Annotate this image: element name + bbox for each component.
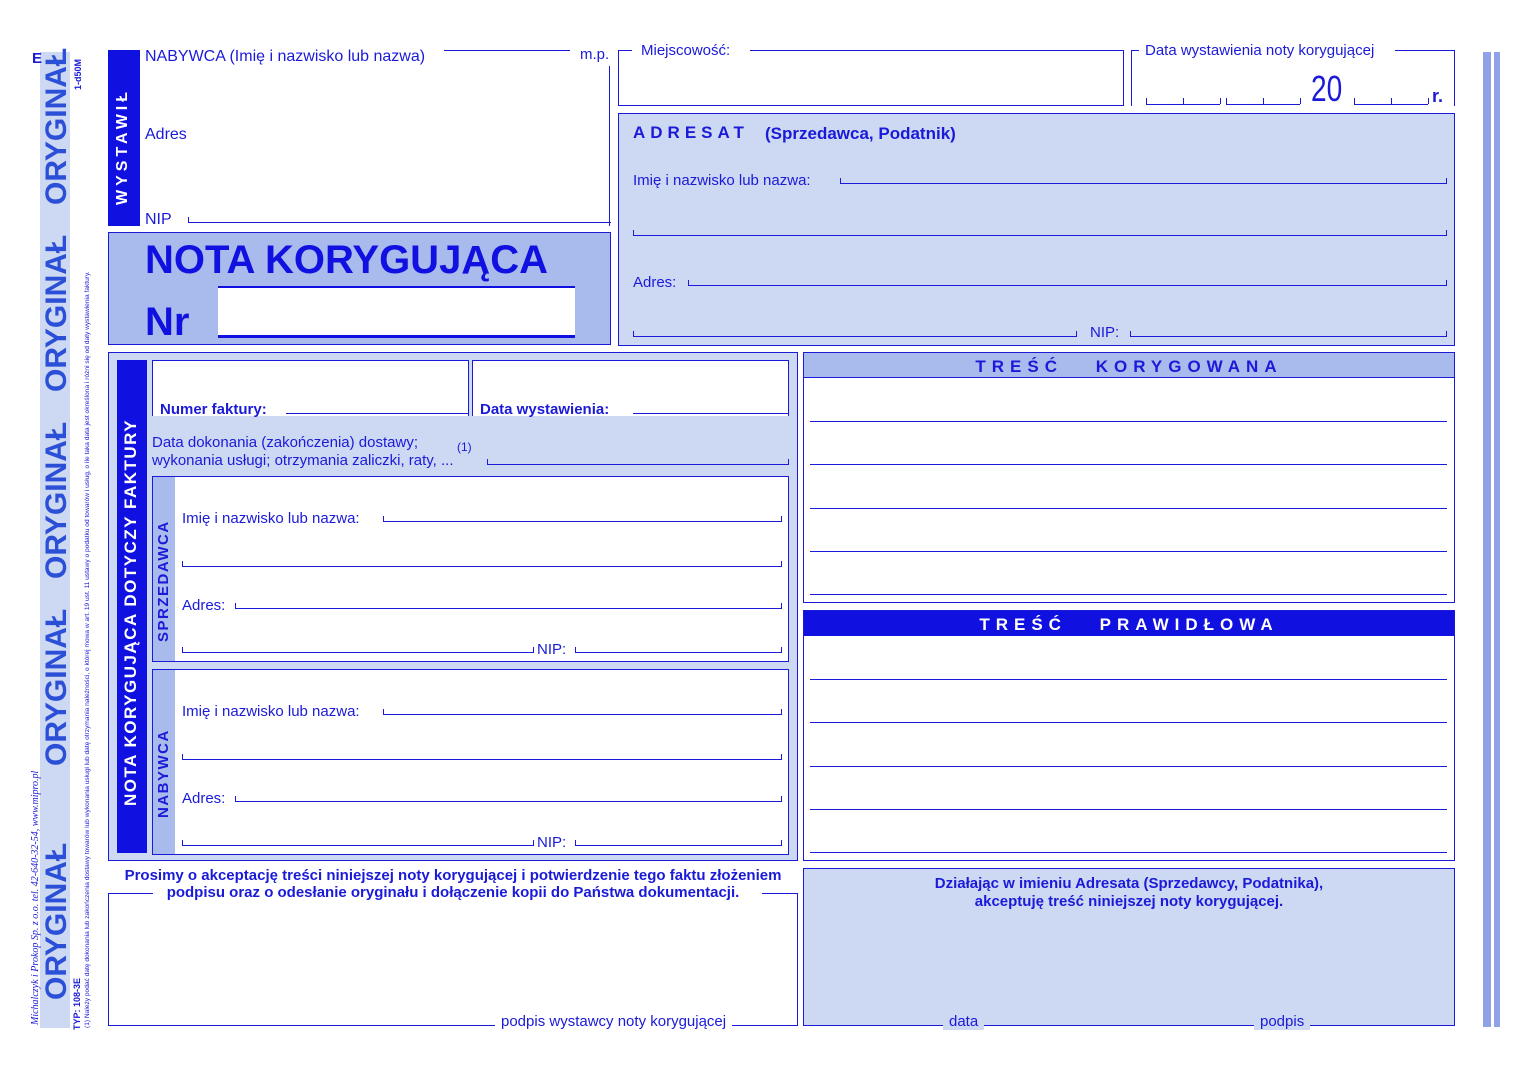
buyer-address-label: Adres: [182,790,226,807]
note-number-field[interactable] [218,286,575,338]
corrected-line-4[interactable] [810,551,1447,552]
buyer-nip-label: NIP: [537,834,567,851]
seller-nip-tick-r [781,647,782,653]
buyer-address-tick-l [235,796,236,802]
buyer-nip-tick-l [575,840,576,846]
delivery-date-label-1: Data dokonania (zakończenia) dostawy; [152,434,418,451]
invoice-date-label: Data wystawienia: [480,401,610,418]
addressee-name-label: Imię i nazwisko lub nazwa: [633,172,811,189]
page-title: NOTA KORYGUJĄCA [145,238,548,282]
buyer-address2-tick-l [182,840,183,846]
buyer-name-field[interactable] [383,714,782,715]
watermark-4: ORYGINAŁ [40,608,73,766]
day-tick-3 [1220,98,1221,104]
place-top-left [618,50,632,51]
delivery-tick-l [487,459,488,465]
corrected-line-3[interactable] [810,508,1447,509]
buyer-box [152,669,789,855]
issue-date-year-field[interactable] [1354,104,1428,105]
corrected-line-2[interactable] [810,464,1447,465]
buyer-nip-field[interactable] [575,845,782,846]
addressee-nip-tick-l [1130,331,1131,337]
nr-label: Nr [145,300,190,344]
buyer-address2-tick-r [533,840,534,846]
seller-nip-field[interactable] [575,652,782,653]
seller-address-tick-r [781,603,782,609]
signature-box-top-left [108,893,153,894]
issuer-signature-box[interactable] [108,893,798,1026]
issue-date-day-field[interactable] [1146,104,1220,105]
seller-address-field[interactable] [235,608,782,609]
right-edge-stripe-2 [1494,52,1500,1027]
buyer-name2-tick-r [781,754,782,760]
watermark-1: ORYGINAŁ [40,47,73,205]
buyer-name-field-2[interactable] [182,759,782,760]
watermark-2: ORYGINAŁ [40,234,73,392]
addressee-name2-tick-r [1446,230,1447,236]
issue-date-month-field[interactable] [1226,104,1300,105]
corrected-content-heading: TREŚĆ KORYGOWANA [975,357,1283,376]
addressee-name-field[interactable] [840,183,1447,184]
acceptance-date-label: data [943,1013,984,1030]
addressee-address2-tick-l [633,331,634,337]
seller-address-field-2[interactable] [182,652,534,653]
month-tick-3 [1300,98,1301,104]
day-tick-2 [1183,98,1184,104]
right-edge-stripe-1 [1483,52,1491,1027]
correct-line-2[interactable] [810,722,1447,723]
buyer-side-label: NABYWCA [155,729,172,818]
seller-address-tick-l [235,603,236,609]
correct-content-heading: TREŚĆ PRAWIDŁOWA [979,615,1279,634]
buyer-name-tick-l [383,709,384,715]
buyer-address-field-2[interactable] [182,845,534,846]
form-type: TYP: 108-3E [72,977,82,1030]
addressee-heading-sub: (Sprzedawca, Podatnik) [765,124,956,143]
buyer-name-tick-r [781,709,782,715]
footnote-text: (1) Należy podać datę dokonania lub zakończenia dostawy towarów lub wykonania usługi lub datę otrzymania należności, o której mowa w art. 19 ust. 11 ustawy o podatku od towarów i usług, o ile taka data jest określona i różni się od daty wystawienia faktury. [84,271,91,1028]
publisher-info: Michalczyk i Prokop Sp. z o.o. tel. 42-640-32-54, www.mipro.pl [30,770,41,1025]
month-tick-2 [1263,98,1264,104]
correct-line-4[interactable] [810,809,1447,810]
corner-letter: E [32,50,43,67]
signature-box-top-right [762,893,798,894]
buyer-label-line [444,50,570,51]
correct-line-5[interactable] [810,852,1447,853]
addressee-address-field[interactable] [688,285,1447,286]
correct-line-1[interactable] [810,679,1447,680]
seller-name-label: Imię i nazwisko lub nazwa: [182,510,360,527]
addressee-address-field-2[interactable] [633,336,1077,337]
addressee-nip-field[interactable] [1130,336,1447,337]
acceptance-text-2: akceptuję treść niniejszej noty korygującej. [974,893,1284,910]
correct-line-3[interactable] [810,766,1447,767]
seller-name2-tick-l [182,561,183,567]
issuer-nip-field[interactable] [188,222,611,223]
addressee-address-label: Adres: [633,274,677,291]
issuer-nip-tick [188,217,189,223]
place-label: Miejscowość: [641,42,731,59]
year-tick-2 [1391,98,1392,104]
seller-nip-tick-l [575,647,576,653]
addressee-address2-tick-r [1076,331,1077,337]
delivery-tick-r [788,459,789,465]
invoice-side-label: NOTA KORYGUJĄCA DOTYCZY FAKTURY [121,418,140,806]
form-code: 1-d50M [73,58,83,90]
watermark-5: ORYGINAŁ [40,842,73,1000]
seller-nip-label: NIP: [537,641,567,658]
seller-name2-tick-r [781,561,782,567]
issue-date-suffix: r. [1432,86,1444,106]
year-tick-3 [1428,98,1429,104]
buyer-name2-tick-l [182,754,183,760]
seller-name-tick-r [781,516,782,522]
addressee-name-tick-r [1446,178,1447,184]
month-tick-1 [1226,98,1227,104]
addressee-name-field-2[interactable] [633,235,1447,236]
day-tick-1 [1146,98,1147,104]
delivery-date-field[interactable] [487,464,789,465]
addressee-nip-label: NIP: [1090,324,1120,341]
mp-label: m.p. [580,46,610,63]
delivery-date-label-2: wykonania usługi; otrzymania zaliczki, raty, ... [152,452,454,469]
corrected-line-5[interactable] [810,594,1447,595]
issue-date-label: Data wystawienia noty korygującej [1145,42,1375,59]
correct-content-box [803,610,1455,861]
addressee-heading: ADRESAT [633,123,749,142]
issuer-address-label: Adres [145,126,187,143]
issue-date-century: 20 [1311,68,1343,109]
issuer-nip-label: NIP [145,211,172,228]
addressee-address-tick-l [688,280,689,286]
buyer-nip-tick-r [781,840,782,846]
issue-date-top-left [1131,50,1139,51]
acceptance-signature-label: podpis [1254,1013,1310,1030]
seller-address2-tick-l [182,647,183,653]
corrected-content-box [803,352,1455,603]
issue-date-top-right [1395,50,1455,51]
buyer-label: NABYWCA (Imię i nazwisko lub nazwa) [145,48,426,65]
year-tick-1 [1354,98,1355,104]
seller-name-tick-l [383,516,384,522]
seller-address2-tick-r [533,647,534,653]
addressee-address-tick-r [1446,280,1447,286]
seller-name-field[interactable] [383,521,782,522]
acceptance-text-1: Działając w imieniu Adresata (Sprzedawcy, Podatnika), [934,875,1324,892]
corrected-line-1[interactable] [810,421,1447,422]
buyer-address-field[interactable] [235,801,782,802]
request-text-2: podpisu oraz o odesłanie oryginału i dołączenie kopii do Państwa dokumentacji. [166,884,740,901]
invoice-number-field[interactable] [286,413,469,414]
addressee-box [618,113,1455,346]
addressee-nip-tick-r [1446,331,1447,337]
seller-address-label: Adres: [182,597,226,614]
invoice-number-label: Numer faktury: [160,401,267,418]
seller-box [152,476,789,662]
place-top-right [750,50,1124,51]
request-text-1: Prosimy o akceptację treści niniejszej noty korygującej i potwierdzenie tego faktu złożeniem [124,867,782,884]
addressee-name2-tick-l [633,230,634,236]
addressee-name-tick-l [840,178,841,184]
issuer-signature-label: podpis wystawcy noty korygującej [495,1013,732,1030]
footnote-mark: (1) [457,440,472,454]
buyer-name-label: Imię i nazwisko lub nazwa: [182,703,360,720]
invoice-date-field[interactable] [633,413,789,414]
watermark-3: ORYGINAŁ [40,421,73,579]
issuer-right-border [609,66,610,226]
buyer-address-tick-r [781,796,782,802]
seller-side-label: SPRZEDAWCA [155,520,172,642]
issuer-side-label: WYSTAWIŁ [114,87,131,205]
seller-name-field-2[interactable] [182,566,782,567]
